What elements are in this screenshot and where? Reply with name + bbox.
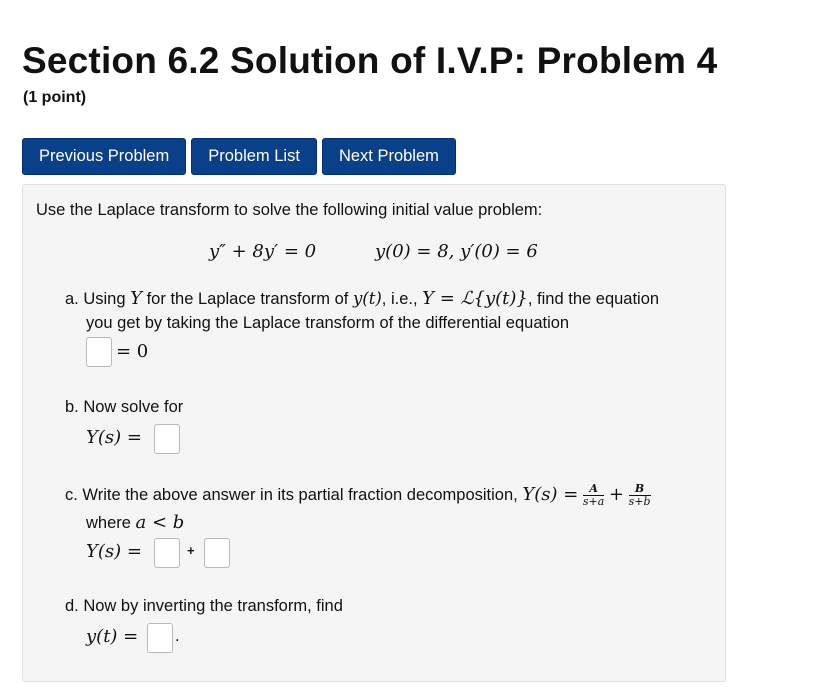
part-c-answer-b-input[interactable]	[204, 538, 230, 568]
problem-panel	[22, 184, 726, 682]
part-a-line2: you get by taking the Laplace transform of the differential equation	[86, 314, 570, 332]
next-problem-button[interactable]: Next Problem	[322, 138, 456, 175]
problem-intro: Use the Laplace transform to solve the following initial value problem:	[36, 201, 543, 219]
part-c-lhs-inline: Y(s) =	[522, 483, 579, 505]
part-b-text: b. Now solve for	[65, 398, 184, 416]
fraction-b: $\frac{B}{s+b}$	[628, 482, 651, 508]
part-c-where: where a < b	[86, 512, 185, 533]
part-c-plus: +	[608, 483, 624, 505]
page-title: Section 6.2 Solution of I.V.P: Problem 4	[22, 40, 718, 81]
part-c-lhs: Y(s) =	[86, 541, 142, 562]
part-a-Y: Y	[130, 288, 143, 309]
initial-conditions: y(0) = 8, y′(0) = 6	[375, 241, 538, 262]
part-a-pre: a. Using	[65, 290, 131, 308]
part-b-answer-input[interactable]	[154, 424, 180, 454]
part-a-post: , find the equation	[527, 290, 660, 308]
problem-nav	[22, 138, 456, 175]
fraction-a: $\frac{A}{s+a}$	[582, 482, 605, 508]
part-c-text: c. Write the above answer in its partial fraction decomposition,	[65, 485, 523, 504]
differential-equation: y″ + 8y′ = 0	[209, 241, 317, 262]
points-label: (1 point)	[23, 89, 87, 106]
problem-list-button[interactable]: Problem List	[191, 138, 317, 175]
part-b-lhs: Y(s) =	[86, 427, 142, 448]
part-a-definition: Y = ℒ{y(t)}	[422, 288, 528, 309]
part-a-answer-input[interactable]	[86, 337, 112, 367]
part-c-condition: a < b	[135, 512, 185, 533]
part-a-equals-zero: = 0	[116, 341, 149, 362]
part-d-lhs: y(t) =	[86, 626, 139, 647]
part-d-period: .	[175, 627, 180, 645]
part-a-mid: for the Laplace transform of	[142, 290, 353, 308]
part-a-yt: y(t)	[352, 289, 382, 308]
part-d-text: d. Now by inverting the transform, find	[65, 597, 343, 615]
part-a-ie: , i.e.,	[381, 290, 423, 308]
part-c-line1	[65, 483, 651, 508]
previous-problem-button[interactable]: Previous Problem	[22, 138, 186, 175]
part-c-plus-small: +	[187, 543, 195, 558]
part-d-answer-input[interactable]	[147, 623, 173, 653]
part-c-answer-a-input[interactable]	[154, 538, 180, 568]
part-a-line1	[65, 288, 659, 309]
